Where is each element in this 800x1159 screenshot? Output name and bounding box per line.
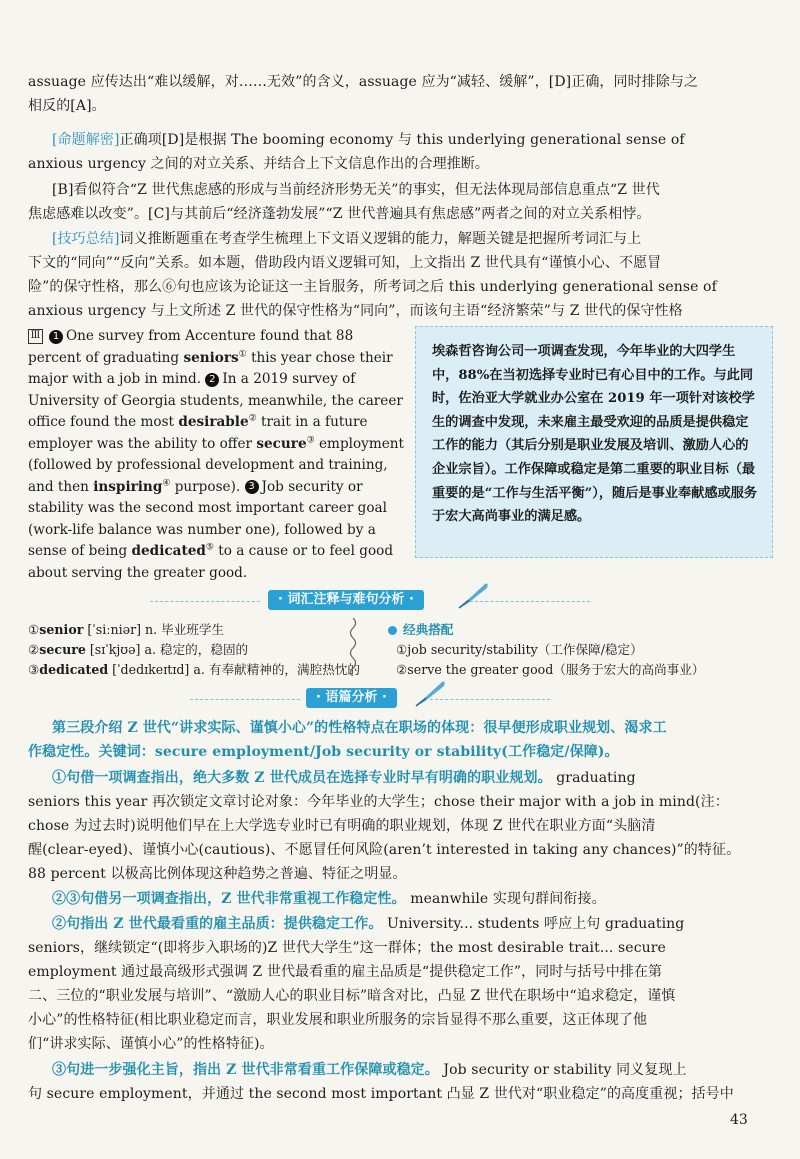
highlight-text: ③句进一步强化主旨，指出 Z 世代非常看重工作保障或稳定。: [52, 1062, 439, 1078]
body-text: graduating: [551, 770, 636, 786]
tips-line3: 险”的保守性格，那么⑥句也应该为论证这一主旨服务，所考词之后 this underlying generational sense of: [28, 279, 717, 295]
vocab-item: [28, 620, 224, 640]
vocab-word-seniors: seniors: [183, 349, 239, 366]
vocab-definition: [ˈdedɪkeɪtɪd] a. 有奉献精神的，满腔热忱的: [108, 662, 360, 677]
discourse-section-header: [0, 688, 800, 710]
highlight-text: ②③句借另一项调查指出，Z 世代非常重视工作稳定性。: [52, 891, 406, 907]
vocab-word: dedicated: [39, 662, 109, 677]
tips-line2: 下文的“同向”“反向”关系。如本题，借助段内语义逻辑可知，上文指出 Z 世代具有“谨慎小心、不愿冒: [28, 255, 662, 271]
tips-line1-text: 词义推断题重在考查学生梳理上下文语义逻辑的能力，解题关键是把握所考词汇与上: [119, 231, 642, 247]
sentence2-analysis-line2: seniors，继续锁定“(即将步入职场的)Z 世代大学生”这一群体；the most desirable trait... secure: [28, 940, 666, 956]
spring-divider: [346, 618, 360, 676]
header-divider: [430, 699, 550, 701]
body-text: meanwhile 实现句群间衔接。: [405, 891, 606, 907]
answer-explanation-line1: assuage 应传达出“难以缓解，对……无效”的含义，assuage 应为“减轻、缓解”，[D]正确，同时排除与之: [28, 74, 699, 90]
sentence2-analysis-line3: employment 通过最高级形式强调 Z 世代最看重的雇主品质是“提供稳定工作”，同时与括号中排在第: [28, 964, 663, 980]
passage-text: Job security or stability was the second most important career goal (work-life balance was number one), followed by a sense of being: [28, 478, 387, 559]
collocation-title: 经典搭配: [403, 622, 454, 637]
analysis-line2: anxious urgency 之间的对立关系、并结合上下文信息作出的合理推断。: [28, 156, 489, 172]
passage-text: In a 2019 survey of University of Georgia students, meanwhile, the career office found the most: [28, 371, 403, 430]
answer-explanation-line2: 相反的[A]。: [28, 98, 106, 114]
header-divider: [150, 601, 260, 603]
analysis-tag: [命题解密]: [52, 132, 120, 148]
sentence2-analysis-line5: 小心”的性格特征(相比职业稳定而言，职业发展和职业所服务的宗旨显得不那么重要，这正体现了他: [28, 1012, 648, 1028]
sentence-number-1: 1: [49, 330, 63, 344]
page-number: 43: [730, 1112, 748, 1128]
header-divider: [190, 699, 300, 701]
highlight-text: ①句借一项调查指出，绝大多数 Z 世代成员在选择专业时早有明确的职业规划。: [52, 770, 552, 786]
passage-paragraph-3: [28, 326, 406, 584]
footnote-mark: ①: [238, 348, 247, 359]
tips-tag: [技巧总结]: [52, 231, 120, 247]
discourse-intro-line1: 第三段介绍 Z 世代“讲求实际、谨慎小心”的性格特点在职场的体现：很早便形成职业规划、渴求工: [52, 720, 667, 736]
vocab-item: [28, 640, 248, 660]
vocab-definition: [sɪˈkjʊə] a. 稳定的，稳固的: [85, 642, 249, 657]
vocab-section-header: [0, 590, 800, 612]
vocab-word-desirable: desirable: [178, 414, 249, 430]
body-text: Job security or stability 同义复现上: [438, 1062, 687, 1078]
sentence2-analysis-line4: 二、三位的“职业发展与培训”、“激励人心的职业目标”暗含对比，凸显 Z 世代在职场中“追求稳定，谨慎: [28, 988, 676, 1004]
analysis-line4: 焦虑感难以改变”。[C]与其前后“经济蓬勃发展”“Z 世代普遍具有焦虑感”两者之间的对立关系相悖。: [28, 206, 651, 222]
passage-text: One survey from Accenture found that 88 percent of graduating: [28, 328, 354, 366]
sentence1-analysis-line2: seniors this year 再次锁定文章讨论对象：今年毕业的大学生；chose their major with a job in mind(注：: [28, 794, 729, 810]
footnote-mark: ②: [248, 413, 257, 424]
sentence-number-2: 2: [205, 373, 219, 387]
highlight-text: ②句指出 Z 世代最看重的雇主品质：提供稳定工作。: [52, 916, 383, 932]
vocab-item: [28, 660, 360, 680]
passage-text: to a cause or to feel good about serving the greater good.: [28, 543, 394, 581]
collocation-heading: [388, 620, 453, 640]
collocation-item: ①job security/stability（工作保障/稳定）: [396, 642, 643, 657]
sentence23-analysis: [52, 887, 606, 911]
translation-box: [415, 326, 773, 558]
vocab-num: ③: [28, 662, 40, 677]
vocab-section-title: · 词汇注释与难句分析 ·: [268, 590, 424, 610]
passage-text: trait in a future employer was the ability to offer: [28, 414, 368, 452]
bullet-icon: [388, 626, 397, 635]
sentence2-analysis-line6: 们“讲求实际、谨慎小心”的性格特征)。: [28, 1036, 274, 1052]
passage-text: purpose).: [170, 478, 245, 495]
translation-text: 埃森哲咨询公司一项调查发现，今年毕业的大四学生中，88%在当初选择专业时已有心目中的工作。与此同时，佐治亚大学就业办公室在 2019 年一项针对该校学生的调查中发现，未来雇主最受欢迎的品质是提供稳定工作的能力（其后分别是职业发展及培训、激励人心的企业宗旨）。工作保障或稳定是第二重要的职业目标（最重要的是“工作与生活平衡”），随后是事业奉献感或服务于宏大高尚事业的满足感。: [432, 344, 758, 525]
discourse-section-title: · 语篇分析 ·: [306, 688, 397, 708]
discourse-intro-line2: 作稳定性。关键词：secure employment/Job security or stability(工作稳定/保障)。: [28, 744, 619, 760]
tips-line4: anxious urgency 与上文所述 Z 世代的保守性格为“同向”，而该句主语“经济繁荣”与 Z 世代的保守性格: [28, 303, 683, 319]
analysis-line1: [52, 128, 685, 152]
collocation-item: ②serve the greater good（服务于宏大的高尚事业）: [396, 662, 705, 677]
sentence2-analysis-line1: [52, 912, 684, 936]
sentence1-analysis-line1: [52, 766, 636, 790]
vocab-word-secure: secure: [256, 435, 307, 452]
quill-pen-icon: [412, 678, 448, 708]
vocab-num: ②: [28, 642, 40, 657]
footnote-mark: ⑤: [205, 542, 214, 553]
sentence1-analysis-line3: chose 为过去时)说明他们早在上大学选专业时已有明确的职业规划，体现 Z 世代在职业方面“头脑清: [28, 818, 656, 834]
sentence-number-3: 3: [245, 480, 259, 494]
tips-line1: [52, 227, 641, 251]
analysis-line3: [B]看似符合“Z 世代焦虑感的形成与当前经济形势无关”的事实，但无法体现局部信息重点“Z 世代: [52, 182, 660, 198]
sentence1-analysis-line4: 醒(clear-eyed)、谨慎小心(cautious)、不愿冒任何风险(aren’t interested in taking any chances)”的特征。: [28, 842, 741, 858]
sentence3-analysis-line1: [52, 1058, 687, 1082]
vocab-num: ①: [28, 622, 40, 637]
vocab-word: secure: [39, 642, 86, 657]
sentence3-analysis-line2: 句 secure employment，并通过 the second most important 凸显 Z 世代对“职业稳定”的高度重视；括号中: [28, 1086, 734, 1102]
vocab-word-inspiring: inspiring: [93, 478, 163, 495]
body-text: University... students 呼应上句 graduating: [382, 916, 685, 932]
footnote-mark: ③: [306, 434, 315, 445]
quill-pen-icon: [455, 580, 491, 610]
vocab-word-dedicated: dedicated: [131, 543, 206, 559]
vocab-definition: [ˈsiːniər] n. 毕业班学生: [83, 622, 225, 637]
sentence1-analysis-line5: 88 percent 以极高比例体现这种趋势之普遍、特征之明显。: [28, 866, 407, 882]
analysis-line1-text: 正确项[D]是根据 The booming economy 与 this underlying generational sense of: [119, 132, 685, 148]
passage-text: this year chose their major with a job in mind.: [28, 349, 393, 387]
footnote-mark: ④: [162, 477, 171, 488]
paragraph-number-mark: Ⅲ: [28, 329, 43, 344]
passage-text: employment (followed by professional development and training, and then: [28, 435, 405, 495]
vocab-word: senior: [39, 622, 84, 637]
